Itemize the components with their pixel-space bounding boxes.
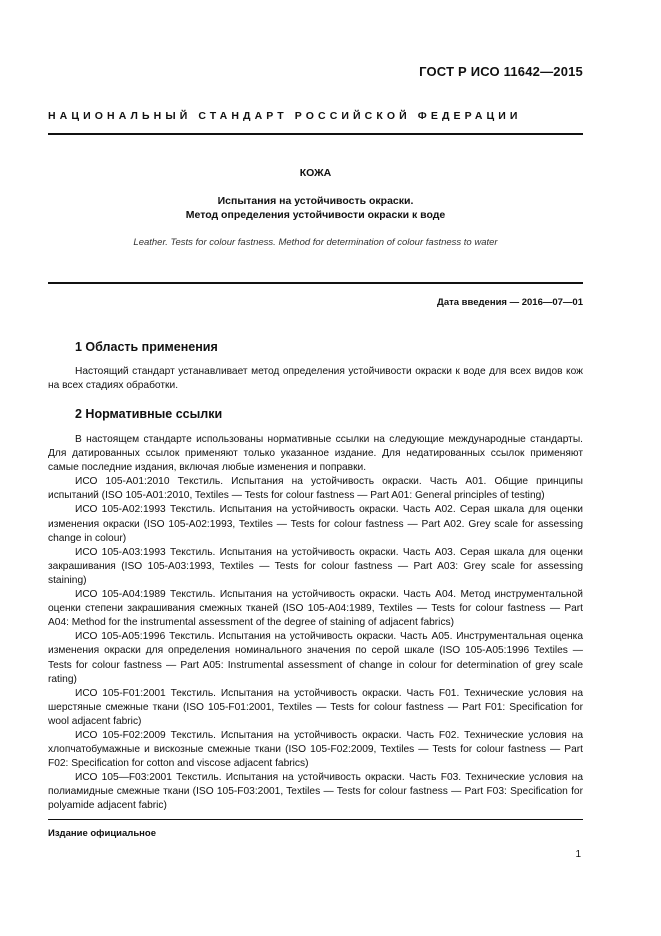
reference-item: ИСО 105-A04:1989 Текстиль. Испытания на устойчивость окраски. Часть A04. Метод инструментальной оценки степени закрашивания смежных тканей (ISO 105-A04:1989, Textiles — Tests for colour fastness — Part A04: Method for the instrumental assessment of the degree of staining of adjacent fabrics) (48, 589, 583, 629)
standard-title: НАЦИОНАЛЬНЫЙ СТАНДАРТ РОССИЙСКОЙ ФЕДЕРАЦИИ (48, 110, 522, 122)
section-2-paragraph: В настоящем стандарте использованы нормативные ссылки на следующие международные стандарты. Для датированных ссылок применяют только указанное издание. Для недатированных ссылок применяют самые последние издания, включая любые изменения и поправки. (48, 434, 583, 474)
document-subtitle (48, 194, 583, 222)
section-2-heading: 2 Нормативные ссылки (75, 407, 223, 421)
reference-item: ИСО 105—F03:2001 Текстиль. Испытания на устойчивость окраски. Часть F03. Технические условия на полиамидные смежные ткани (ISO 105-F03:2001, Textiles — Tests for colour fastness — Part F03: Specification for polyamide adjacent fabric) (48, 772, 583, 812)
section-1-body (48, 365, 583, 393)
middle-rule (48, 282, 583, 284)
english-title: Leather. Tests for colour fastness. Method for determination of colour fastness to water (133, 237, 498, 248)
reference-item: ИСО 105-F02:2009 Текстиль. Испытания на устойчивость окраски. Часть F02. Технические условия на хлопчатобумажные и вискозные смежные ткани (ISO 105-F02:2009, Textiles — Tests for colour fastness — Part F02: Specification for cotton and viscose adjacent fabrics) (48, 729, 583, 770)
edition-note: Издание официальное (48, 828, 156, 839)
document-name: КОЖА (299, 167, 332, 179)
reference-item: ИСО 105-A05:1996 Текстиль. Испытания на устойчивость окраски. Часть A05. Инструментальная оценка изменения окраски для определения номинального значения по серой шкале (ISO 105-A05:1996 Textiles — Tests for colour fastness — Part A05: Instrumental assessment of change in colour for determination of grey scale rating) (48, 631, 583, 685)
reference-item: ИСО 105-F01:2001 Текстиль. Испытания на устойчивость окраски. Часть F01. Технические условия на шерстяные смежные ткани (ISO 105-F01:2001, Textiles — Tests for colour fastness — Part F01: Specification for wool adjacent fabric) (48, 687, 583, 727)
top-rule (48, 133, 583, 135)
subtitle-line-1: Испытания на устойчивость окраски. (217, 195, 414, 207)
introduction-date: Дата введения — 2016—07—01 (437, 297, 583, 308)
section-1-paragraph: Настоящий стандарт устанавливает метод определения устойчивости окраски к воде для всех видов кож на всех стадиях обработки. (48, 366, 583, 392)
reference-item: ИСО 105-A01:2010 Текстиль. Испытания на устойчивость окраски. Часть A01. Общие принципы испытаний (ISO 105-A01:2010, Textiles — Tests for colour fastness — Part A01: General principles of testing) (48, 476, 583, 502)
subtitle-line-2: Метод определения устойчивости окраски к воде (185, 209, 446, 221)
section-2-body (48, 433, 583, 814)
footer-rule (48, 819, 583, 820)
page-number: 1 (575, 849, 581, 860)
reference-item: ИСО 105-A02:1993 Текстиль. Испытания на устойчивость окраски. Часть A02. Серая шкала для оценки изменения окраски (ISO 105-A02:1993, Textiles — Tests for colour fastness — Part A02. Grey scale for assessing change in colour) (48, 504, 583, 544)
document-code: ГОСТ Р ИСО 11642—2015 (419, 64, 583, 79)
section-1-heading: 1 Область применения (75, 340, 218, 354)
reference-item: ИСО 105-A03:1993 Текстиль. Испытания на устойчивость окраски. Часть A03. Серая шкала для оценки закрашивания (ISO 105-A03:1993, Textiles — Tests for colour fastness — Part A03: Grey scale for assessing staining) (48, 546, 583, 586)
